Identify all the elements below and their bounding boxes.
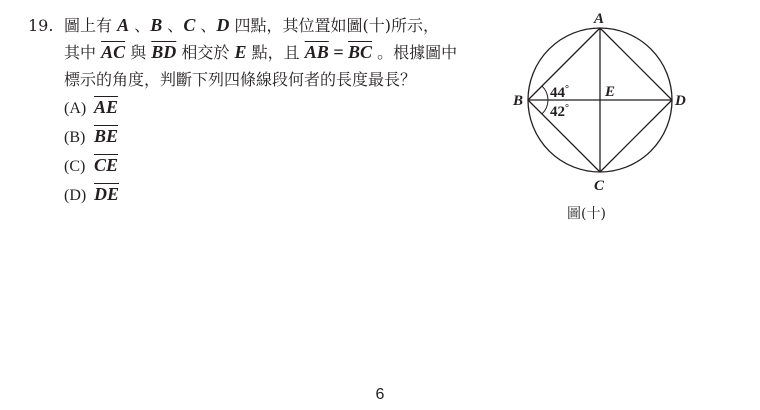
- angle-lower-degree: °: [565, 103, 569, 114]
- text-run: $\overline{AB}$: [304, 42, 329, 62]
- option-d-segment: $\overline{DE}$: [94, 184, 120, 204]
- text-run: 其中: [64, 43, 102, 62]
- text-run: 、: [129, 16, 151, 35]
- question-line-1: [28, 12, 498, 39]
- option-a[interactable]: [28, 93, 498, 122]
- circle-diagram: [505, 0, 705, 200]
- option-d[interactable]: [28, 180, 498, 209]
- text-run: D: [216, 15, 230, 35]
- text-run: 相交於: [176, 43, 235, 62]
- question-text-line-3: [64, 66, 416, 93]
- option-b-segment: $\overline{BE}$: [94, 126, 119, 146]
- text-run: 圖上有: [64, 16, 118, 35]
- point-a-label: A: [594, 11, 605, 27]
- question-line-2: [28, 39, 498, 66]
- figure-caption: 圖(十): [567, 206, 606, 222]
- text-run: $\overline{BC}$: [347, 42, 372, 62]
- text-run: A: [117, 15, 130, 35]
- text-run: 、: [162, 16, 184, 35]
- point-c-label: C: [594, 178, 605, 194]
- question-text-line-1: [64, 12, 439, 39]
- angle-upper-degree: °: [565, 84, 569, 95]
- option-c[interactable]: [28, 151, 498, 180]
- question-line-3: [28, 66, 498, 93]
- option-c-label: (C): [64, 158, 86, 175]
- text-run: 點，且: [246, 43, 305, 62]
- text-run: =: [328, 42, 348, 62]
- text-run: 、: [195, 16, 217, 35]
- text-run: $\overline{BD}$: [151, 42, 177, 62]
- figure-ten: [505, 0, 705, 235]
- text-run: E: [234, 42, 247, 62]
- text-run: 。根據圖中: [372, 43, 458, 62]
- option-d-label: (D): [64, 187, 87, 204]
- option-a-segment: $\overline{AE}$: [94, 97, 119, 117]
- question-19: [28, 12, 498, 209]
- angle-lower-value: [550, 103, 569, 120]
- option-a-label: (A): [64, 100, 87, 117]
- text-run: 四點，其位置如圖(十)所示，: [229, 16, 439, 35]
- angle-arc-lower: [542, 100, 548, 114]
- angle-upper-value: [550, 84, 569, 101]
- segment-cd: [600, 100, 672, 172]
- question-text-line-2: [64, 39, 457, 66]
- angle-lower-number: 42: [550, 104, 565, 120]
- angle-upper-number: 44: [550, 85, 565, 101]
- text-run: 與: [125, 43, 152, 62]
- page-number: 6: [375, 386, 385, 403]
- point-b-label: B: [513, 93, 524, 109]
- option-c-segment: $\overline{CE}$: [94, 155, 119, 175]
- text-run: $\overline{AC}$: [101, 42, 126, 62]
- text-run: C: [183, 15, 196, 35]
- option-b-label: (B): [64, 129, 86, 146]
- angle-arc-upper: [542, 86, 548, 100]
- text-run: 標示的角度，判斷下列四條線段何者的長度最長？: [64, 70, 417, 89]
- question-number: 19.: [28, 16, 54, 35]
- text-run: B: [150, 15, 163, 35]
- point-d-label: D: [675, 93, 686, 109]
- option-b[interactable]: [28, 122, 498, 151]
- point-e-label: E: [605, 84, 616, 100]
